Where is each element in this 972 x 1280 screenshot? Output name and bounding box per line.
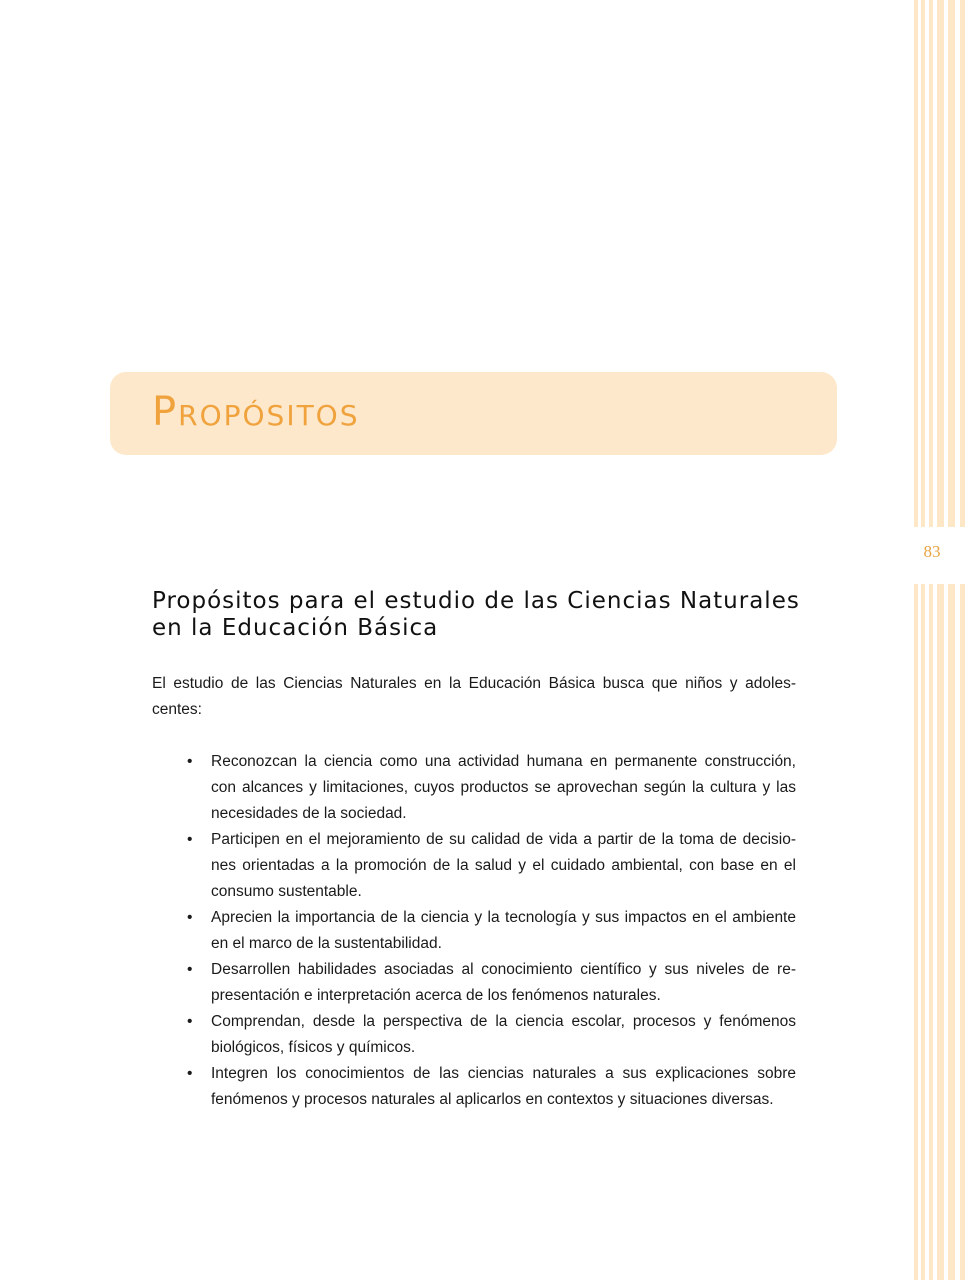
bullet-icon: • [187,753,193,770]
list-item-text: Desarrollen habilidades asociadas al conocimiento científico y sus niveles de re-presentación e interpretación acerca de los fenómenos naturales. [211,961,796,1004]
list-item [152,1061,796,1113]
list-item [152,827,796,905]
list-item-text: Integren los conocimientos de las ciencias naturales a sus explicaciones sobre fenómenos y procesos naturales al aplicarlos en contextos y situaciones diversas. [211,1065,796,1108]
page-number: 83 [923,542,941,561]
list-item-text: Comprendan, desde la perspectiva de la ciencia escolar, procesos y fenómenos biológicos, físicos y químicos. [211,1013,796,1056]
list-item [152,1009,796,1061]
intro-paragraph: El estudio de las Ciencias Naturales en la Educación Básica busca que niños y adoles-centes: [152,675,796,718]
decorative-stripes [912,0,972,1280]
bullet-icon: • [187,1013,193,1030]
section-heading: Propósitos para el estudio de las Ciencias Naturales en la Educación Básica [152,588,800,641]
list-item [152,957,796,1009]
list-item-text: Participen en el mejoramiento de su calidad de vida a partir de la toma de decisio-nes orientadas a la promoción de la salud y el cuidado ambiental, con base en el consumo sustentable. [211,831,796,900]
bullet-icon: • [187,961,193,978]
list-item-text: Reconozcan la ciencia como una actividad humana en permanente construcción, con alcances y limitaciones, cuyos productos se aprovechan según la cultura y las necesidades de la sociedad. [211,753,796,822]
list-item-text: Aprecien la importancia de la ciencia y la tecnología y sus impactos en el ambiente en el marco de la sustentabilidad. [211,909,796,952]
list-item [152,905,796,957]
bullet-icon: • [187,831,193,848]
bullet-icon: • [187,1065,193,1082]
section-banner [110,372,837,455]
bullet-icon: • [187,909,193,926]
purposes-list [152,749,796,1113]
banner-title: Propósitos [152,389,360,435]
list-item [152,749,796,827]
